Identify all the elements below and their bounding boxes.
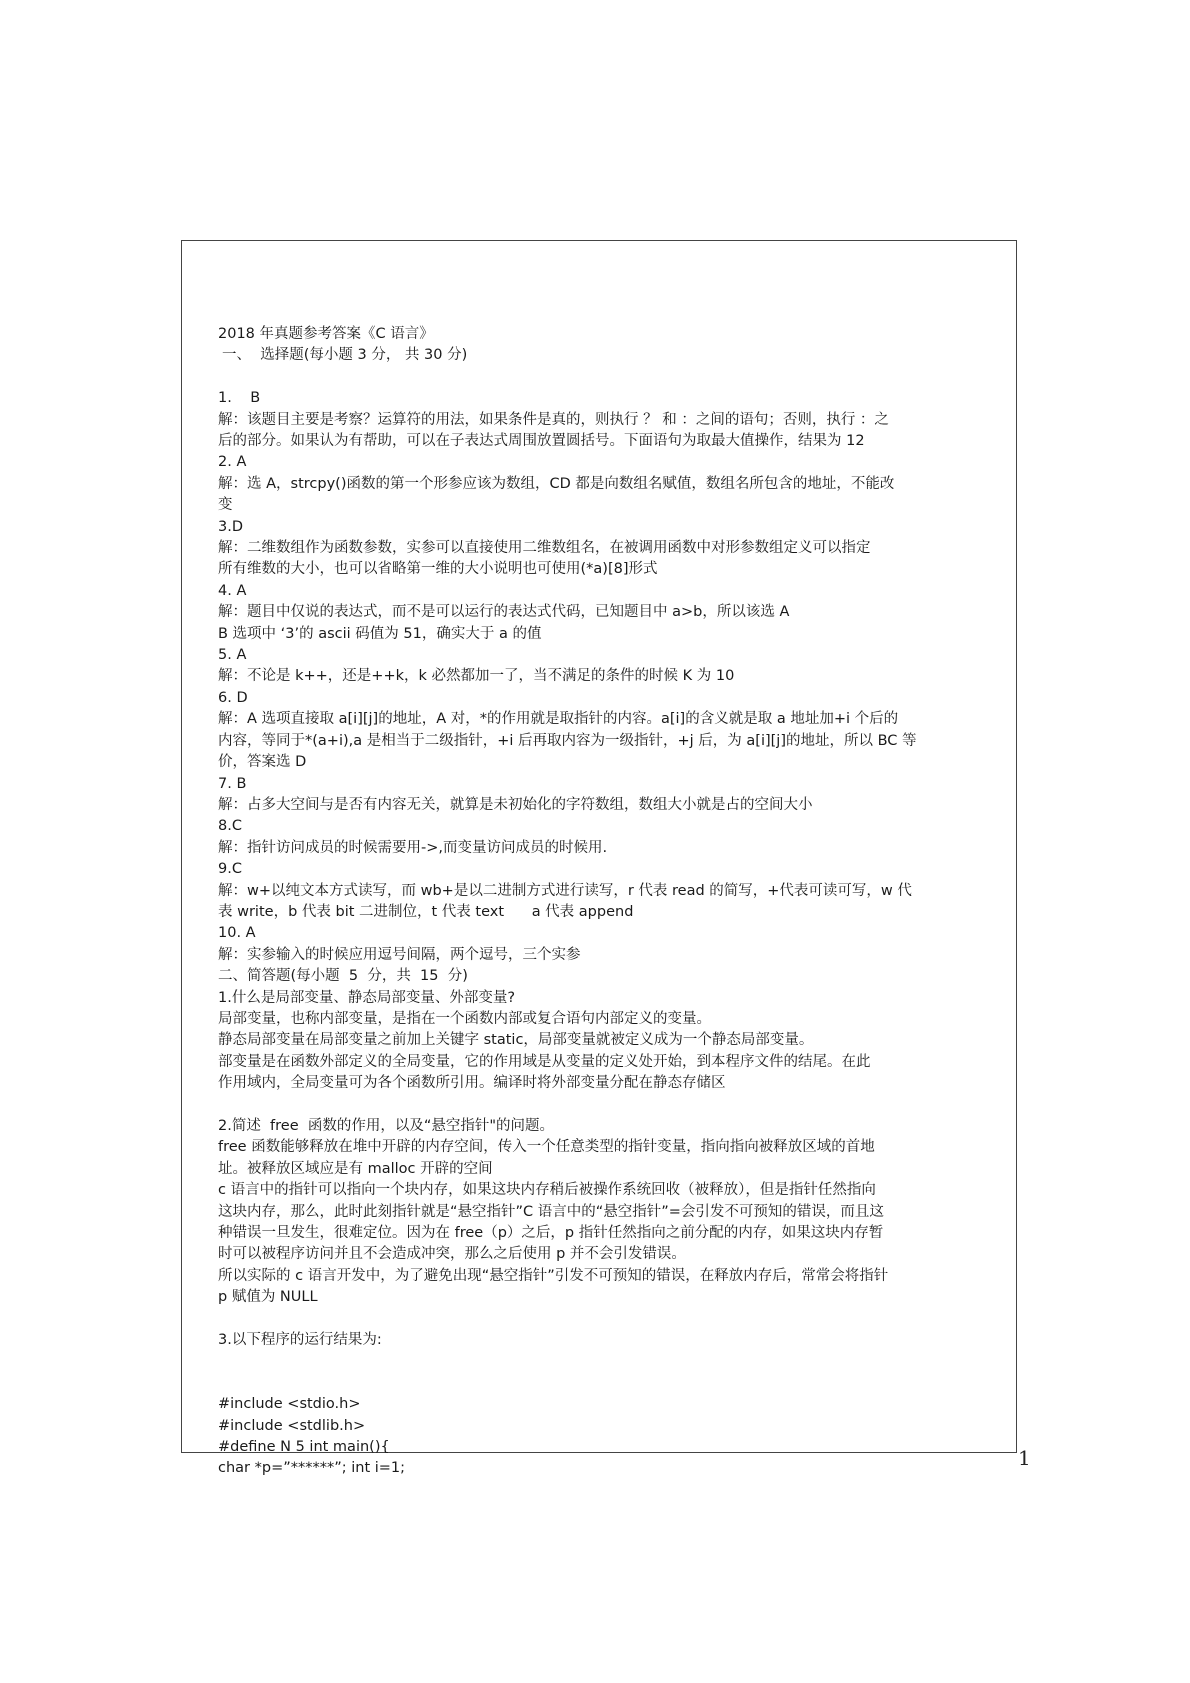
code-line: #include <stdio.h> xyxy=(218,1396,361,1413)
answer-explanation: 解：二维数组作为函数参数，实参可以直接使用二维数组名，在被调用函数中对形参数组定义可以指定 xyxy=(218,540,871,557)
answer-item xyxy=(218,816,982,859)
answer-explanation: 所有维数的大小，也可以省略第一维的大小说明也可使用(*a)[8]形式 xyxy=(218,561,658,578)
answer-label: 9.C xyxy=(218,861,242,878)
question-block xyxy=(218,1116,982,1309)
answer-explanation: 后的部分。如果认为有帮助，可以在子表达式周围放置圆括号。下面语句为取最大值操作，结果为 12 xyxy=(218,433,865,450)
answer-item xyxy=(218,923,982,966)
answer-item xyxy=(218,581,982,645)
answer-text: free 函数能够释放在堆中开辟的内存空间，传入一个任意类型的指针变量，指向指向被释放区域的首地 xyxy=(218,1139,875,1156)
answer-explanation: 解：实参输入的时候应用逗号间隔，两个逗号，三个实参 xyxy=(218,946,581,963)
answer-text: 址。被释放区域应是有 malloc 开辟的空间 xyxy=(218,1160,493,1177)
page-number: 1 xyxy=(1018,1446,1031,1470)
code-line: #define N 5 int main(){ xyxy=(218,1439,390,1456)
answer-item xyxy=(218,859,982,923)
answer-label: 7. B xyxy=(218,775,247,792)
document-body xyxy=(218,324,982,1480)
section2-heading: 二、简答题(每小题 5 分，共 15 分) xyxy=(218,968,468,985)
answer-explanation: 解：题目中仅说的表达式，而不是可以运行的表达式代码，已知题目中 a>b，所以该选 A xyxy=(218,604,790,621)
answer-text: 所以实际的 c 语言开发中，为了避免出现“悬空指针”引发不可预知的错误，在释放内存后，常常会将指针 xyxy=(218,1267,889,1284)
answer-text: 静态局部变量在局部变量之前加上关键字 static，局部变量就被定义成为一个静态局部变量。 xyxy=(218,1032,814,1049)
answer-explanation: 解：A 选项直接取 a[i][j]的地址，A 对，*的作用就是取指针的内容。a[i]的含义就是取 a 地址加+i 个后的 xyxy=(218,711,899,728)
answer-explanation: B 选项中 ‘3’的 ascii 码值为 51，确实大于 a 的值 xyxy=(218,625,542,642)
question-title: 1.什么是局部变量、静态局部变量、外部变量? xyxy=(218,989,516,1006)
answer-label: 1. B xyxy=(218,390,261,407)
code-line: char *p=”******”; int i=1; xyxy=(218,1460,406,1477)
answer-text: 时可以被程序访问并且不会造成冲突，那么之后使用 p 并不会引发错误。 xyxy=(218,1246,686,1263)
answer-text: 局部变量，也称内部变量，是指在一个函数内部或复合语句内部定义的变量。 xyxy=(218,1010,711,1027)
answer-explanation: 内容，等同于*(a+i),a 是相当于二级指针，+i 后再取内容为一级指针，+j 后，为 a[i][j]的地址，所以 BC 等 xyxy=(218,732,917,749)
answer-item xyxy=(218,452,982,516)
answer-explanation: 解：w+以纯文本方式读写，而 wb+是以二进制方式进行读写，r 代表 read 的简写，+代表可读可写，w 代 xyxy=(218,882,912,899)
answer-explanation: 解：选 A，strcpy()函数的第一个形参应该为数组，CD 都是向数组名赋值，数组名所包含的地址，不能改 xyxy=(218,475,895,492)
answer-label: 3.D xyxy=(218,518,243,535)
answer-text: 作用域内，全局变量可为各个函数所引用。编译时将外部变量分配在静态存储区 xyxy=(218,1075,726,1092)
answer-item xyxy=(218,517,982,581)
spacer xyxy=(218,367,982,388)
spacer xyxy=(218,1373,982,1394)
question-block xyxy=(218,988,982,1095)
answer-explanation: 价，答案选 D xyxy=(218,754,307,771)
answer-explanation: 表 write，b 代表 bit 二进制位，t 代表 text a 代表 append xyxy=(218,903,634,920)
answer-explanation: 变 xyxy=(218,497,233,514)
spacer xyxy=(218,1309,982,1330)
section1-heading: 一、 选择题(每小题 3 分， 共 30 分) xyxy=(222,347,468,364)
spacer xyxy=(218,1351,982,1372)
question-block xyxy=(218,1330,982,1480)
answer-label: 4. A xyxy=(218,582,247,599)
answer-item xyxy=(218,774,982,817)
spacer xyxy=(218,1095,982,1116)
answer-item xyxy=(218,388,982,452)
answer-item xyxy=(218,645,982,688)
answer-text: p 赋值为 NULL xyxy=(218,1289,318,1306)
answer-label: 10. A xyxy=(218,925,256,942)
answer-text: c 语言中的指针可以指向一个块内存，如果这块内存稍后被操作系统回收（被释放），但是指针任然指向 xyxy=(218,1182,876,1199)
answer-text: 种错误一旦发生，很难定位。因为在 free（p）之后，p 指针任然指向之前分配的内存，如果这块内存暂 xyxy=(218,1225,884,1242)
answer-explanation: 解：该题目主要是考察？运算符的用法，如果条件是真的，则执行 ？ 和 ：之间的语句；否则，执行 ：之 xyxy=(218,411,889,428)
answer-label: 8.C xyxy=(218,818,242,835)
answer-text: 这块内存，那么，此时此刻指针就是“悬空指针”C 语言中的“悬空指针”=会引发不可预知的错误，而且这 xyxy=(218,1203,884,1220)
answer-explanation: 解：占多大空间与是否有内容无关，就算是未初始化的字符数组，数组大小就是占的空间大小 xyxy=(218,796,813,813)
answer-text: 部变量是在函数外部定义的全局变量，它的作用域是从变量的定义处开始，到本程序文件的结尾。在此 xyxy=(218,1053,871,1070)
code-line: #include <stdlib.h> xyxy=(218,1417,366,1434)
question-title: 3.以下程序的运行结果为: xyxy=(218,1332,382,1349)
document-title: 2018 年真题参考答案《C 语言》 xyxy=(218,326,434,342)
answer-explanation: 解：指针访问成员的时候需要用->,而变量访问成员的时候用. xyxy=(218,839,608,856)
question-title: 2.简述 free 函数的作用，以及“悬空指针"的问题。 xyxy=(218,1118,555,1134)
answer-explanation: 解：不论是 k++，还是++k，k 必然都加一了，当不满足的条件的时候 K 为 10 xyxy=(218,668,735,685)
answer-label: 6. D xyxy=(218,689,248,706)
answer-label: 5. A xyxy=(218,647,247,664)
answer-item xyxy=(218,688,982,774)
answer-label: 2. A xyxy=(218,454,247,471)
